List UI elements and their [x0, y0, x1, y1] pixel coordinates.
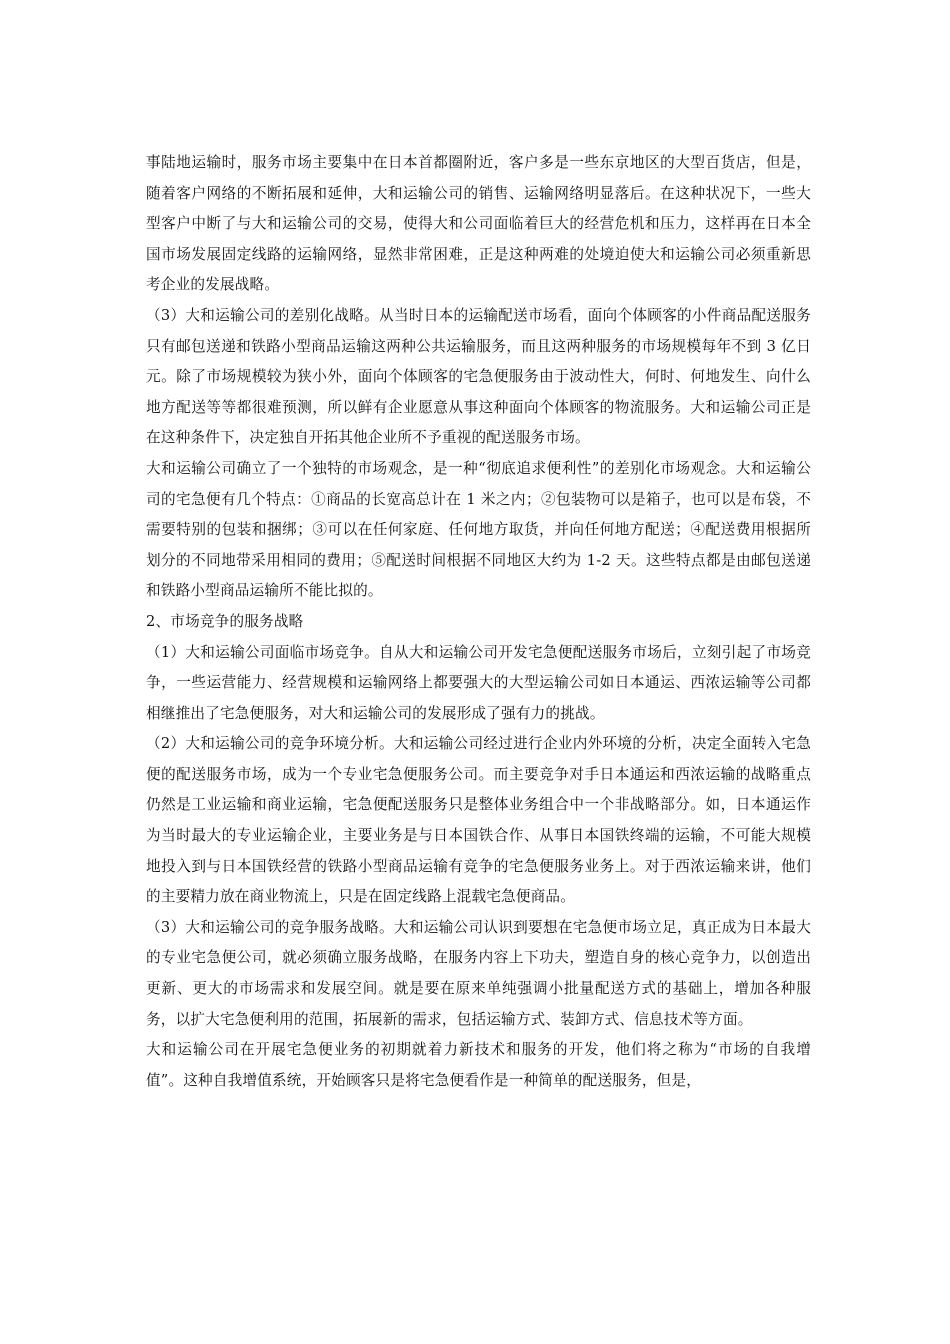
- document-page: [146, 148, 811, 1096]
- paragraph-3: 大和运输公司确立了一个独特的市场观念，是一种“彻底追求便利性”的差别化市场观念。大和运输公司的宅急便有几个特点：①商品的长宽高总计在 1 米之内；②包装物可以是箱子，也可以是布袋，不需要特别的包装和捆绑；③可以在任何家庭、任何地方取货，并向任何地方配送；④配送费用根据所划分的不同地带采用相同的费用；⑤配送时间根据不同地区大约为 1-2 天。这些特点都是由邮包送递和铁路小型商品运输所不能比拟的。: [146, 459, 811, 600]
- section-heading: 2、市场竞争的服务战略: [146, 612, 304, 630]
- paragraph-4: （1）大和运输公司面临市场竞争。自从大和运输公司开发宅急便配送服务市场后，立刻引起了市场竞争，一些运营能力、经营规模和运输网络上都要强大的大型运输公司如日本通运、西浓运输等公司都相继推出了宅急便服务，对大和运输公司的发展形成了强有力的挑战。: [146, 643, 811, 722]
- paragraph-6: （3）大和运输公司的竞争服务战略。大和运输公司认识到要想在宅急便市场立足，真正成为日本最大的专业宅急便公司，就必须确立服务战略，在服务内容上下功夫，塑造自身的核心竞争力，以创造出更新、更大的市场需求和发展空间。就是要在原来单纯强调小批量配送方式的基础上，增加各种服务，以扩大宅急便利用的范围，拓展新的需求，包括运输方式、装卸方式、信息技术等方面。: [146, 918, 811, 1028]
- paragraph-2: （3）大和运输公司的差别化战略。从当时日本的运输配送市场看，面向个体顾客的小件商品配送服务只有邮包送递和铁路小型商品运输这两种公共运输服务，而且这两种服务的市场规模每年不到 3 亿日元。除了市场规模较为狭小外，面向个体顾客的宅急便服务由于波动性大，何时、何地发生、向什么地方配送等等都很难预测，所以鲜有企业愿意从事这种面向个体顾客的物流服务。大和运输公司正是在这种条件下，决定独自开拓其他企业所不予重视的配送服务市场。: [146, 306, 811, 447]
- paragraph-5: （2）大和运输公司的竞争环境分析。大和运输公司经过进行企业内外环境的分析，决定全面转入宅急便的配送服务市场，成为一个专业宅急便服务公司。而主要竞争对手日本通运和西浓运输的战略重点仍然是工业运输和商业运输，宅急便配送服务只是整体业务组合中一个非战略部分。如，日本通运作为当时最大的专业运输企业，主要业务是与日本国铁合作、从事日本国铁终端的运输，不可能大规模地投入到与日本国铁经营的铁路小型商品运输有竞争的宅急便服务业务上。对于西浓运输来讲，他们的主要精力放在商业物流上，只是在固定线路上混载宅急便商品。: [146, 735, 811, 906]
- paragraph-1: 事陆地运输时，服务市场主要集中在日本首都圈附近，客户多是一些东京地区的大型百货店，但是，随着客户网络的不断拓展和延伸，大和运输公司的销售、运输网络明显落后。在这种状况下，一些大型客户中断了与大和运输公司的交易，使得大和公司面临着巨大的经营危机和压力，这样再在日本全国市场发展固定线路的运输网络，显然非常困难，正是这种两难的处境迫使大和运输公司必须重新思考企业的发展战略。: [146, 154, 811, 294]
- paragraph-7: 大和运输公司在开展宅急便业务的初期就着力新技术和服务的开发，他们将之称为“市场的自我增值”。这种自我增值系统，开始顾客只是将宅急便看作是一种简单的配送服务，但是，: [146, 1041, 811, 1089]
